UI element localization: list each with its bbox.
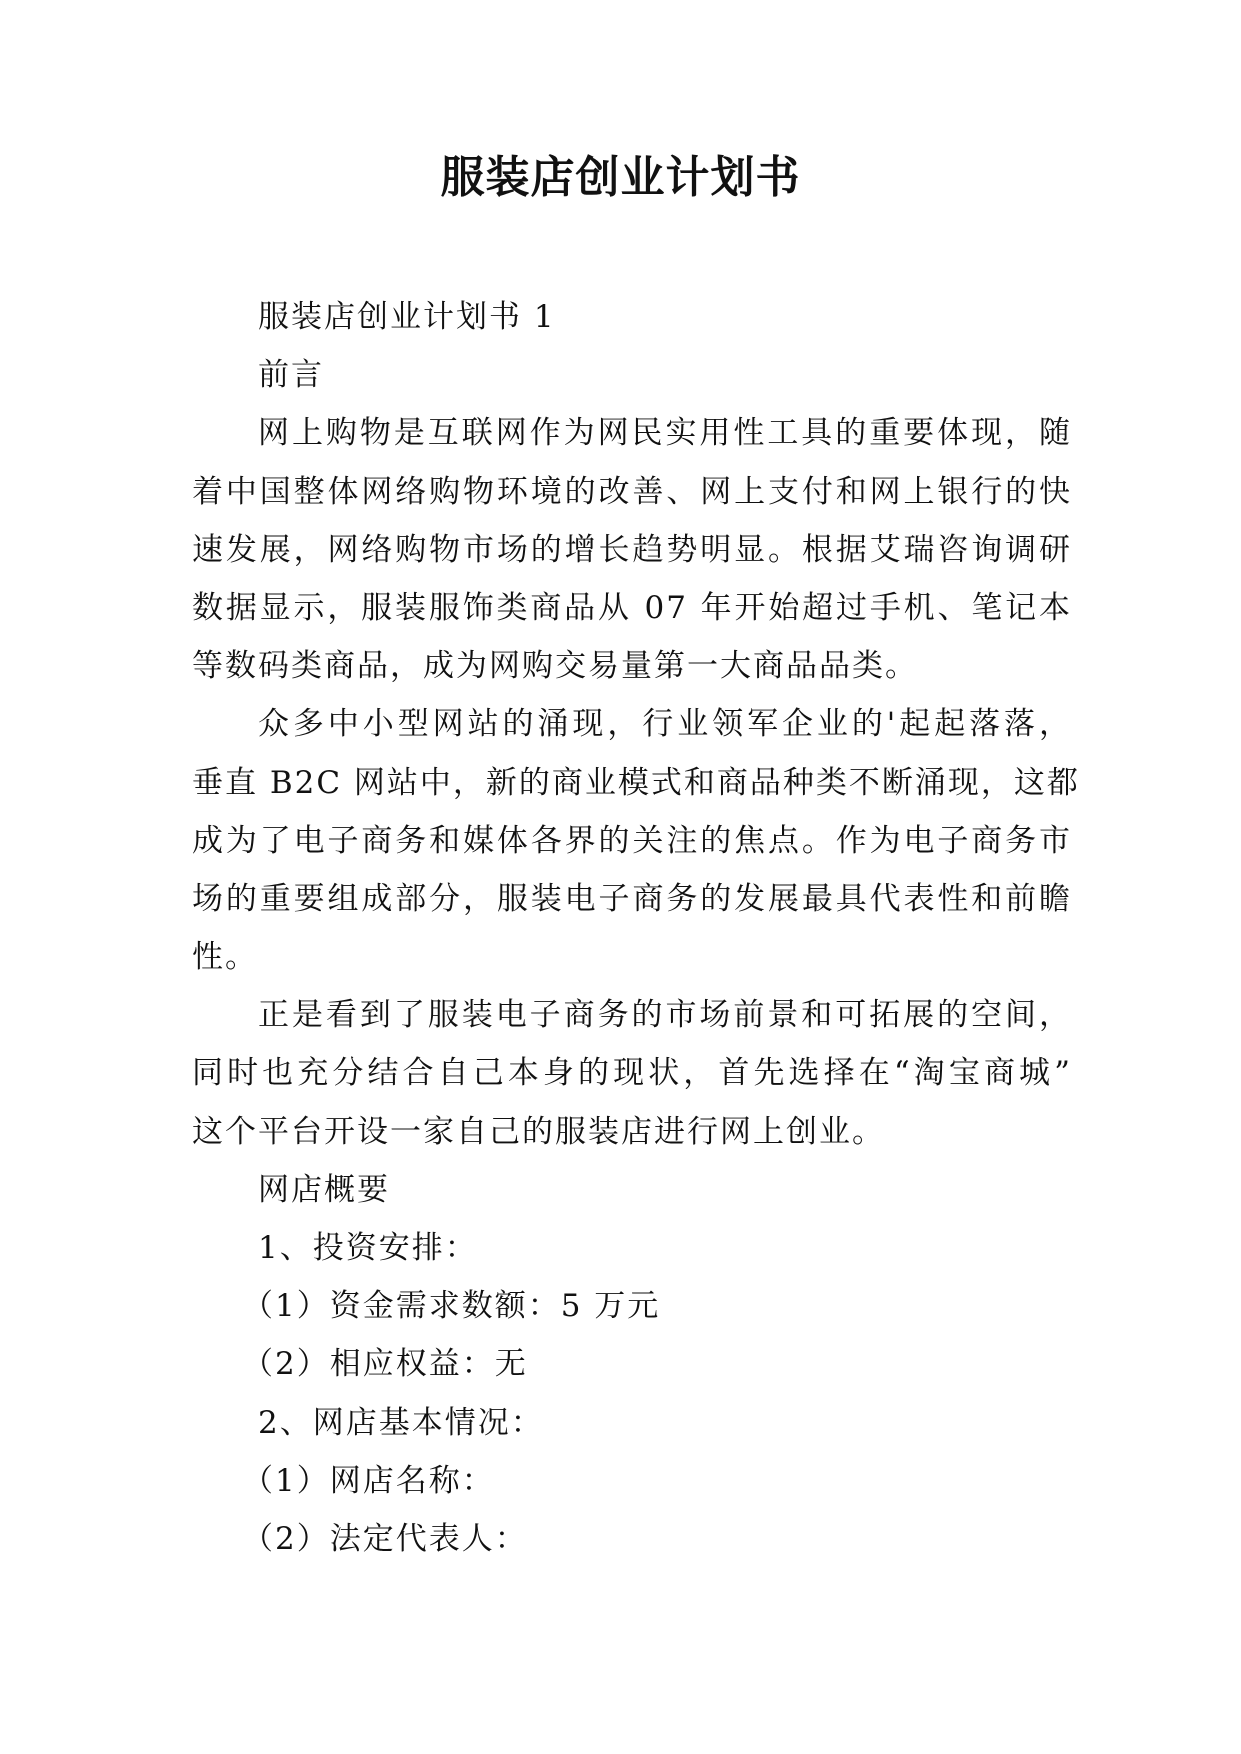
document-title: 服装店创业计划书 <box>440 152 801 203</box>
text-line: 众多中小型网站的涌现，行业领军企业的'起起落落， <box>258 706 1072 743</box>
text-line: （2）相应权益：无 <box>242 1346 528 1383</box>
text-line: 速发展，网络购物市场的增长趋势明显。根据艾瑞咨询调研 <box>192 531 1072 568</box>
text-line: 同时也充分结合自己本身的现状，首先选择在“淘宝商城” <box>192 1055 1072 1092</box>
document-body <box>192 288 1080 1568</box>
text-line: 网上购物是互联网作为网民实用性工具的重要体现，随 <box>258 415 1072 452</box>
text-line: 服装店创业计划书 1 <box>258 299 556 335</box>
text-line: 着中国整体网络购物环境的改善、网上支付和网上银行的快 <box>192 473 1072 510</box>
text-line: 正是看到了服装电子商务的市场前景和可拓展的空间， <box>258 997 1072 1034</box>
text-line: 1、投资安排： <box>258 1230 478 1266</box>
text-line: 等数码类商品，成为网购交易量第一大商品品类。 <box>192 648 918 685</box>
text-line: 前言 <box>258 357 324 394</box>
text-line: 垂直 B2C 网站中，新的商业模式和商品种类不断涌现，这都 <box>192 764 1080 801</box>
text-line: 性。 <box>192 939 258 976</box>
text-line: 成为了电子商务和媒体各界的关注的焦点。作为电子商务市 <box>192 822 1072 859</box>
text-line: （1）网店名称： <box>242 1462 495 1499</box>
text-line: 网店概要 <box>258 1171 390 1208</box>
text-line: 数据显示，服装服饰类商品从 07 年开始超过手机、笔记本 <box>192 589 1072 626</box>
text-line: 这个平台开设一家自己的服装店进行网上创业。 <box>192 1113 885 1150</box>
text-line: （1）资金需求数额：5 万元 <box>242 1288 661 1325</box>
text-line: 场的重要组成部分，服装电子商务的发展最具代表性和前瞻 <box>192 880 1072 917</box>
text-line: 2、网店基本情况： <box>258 1404 544 1441</box>
text-line: （2）法定代表人： <box>242 1520 528 1557</box>
